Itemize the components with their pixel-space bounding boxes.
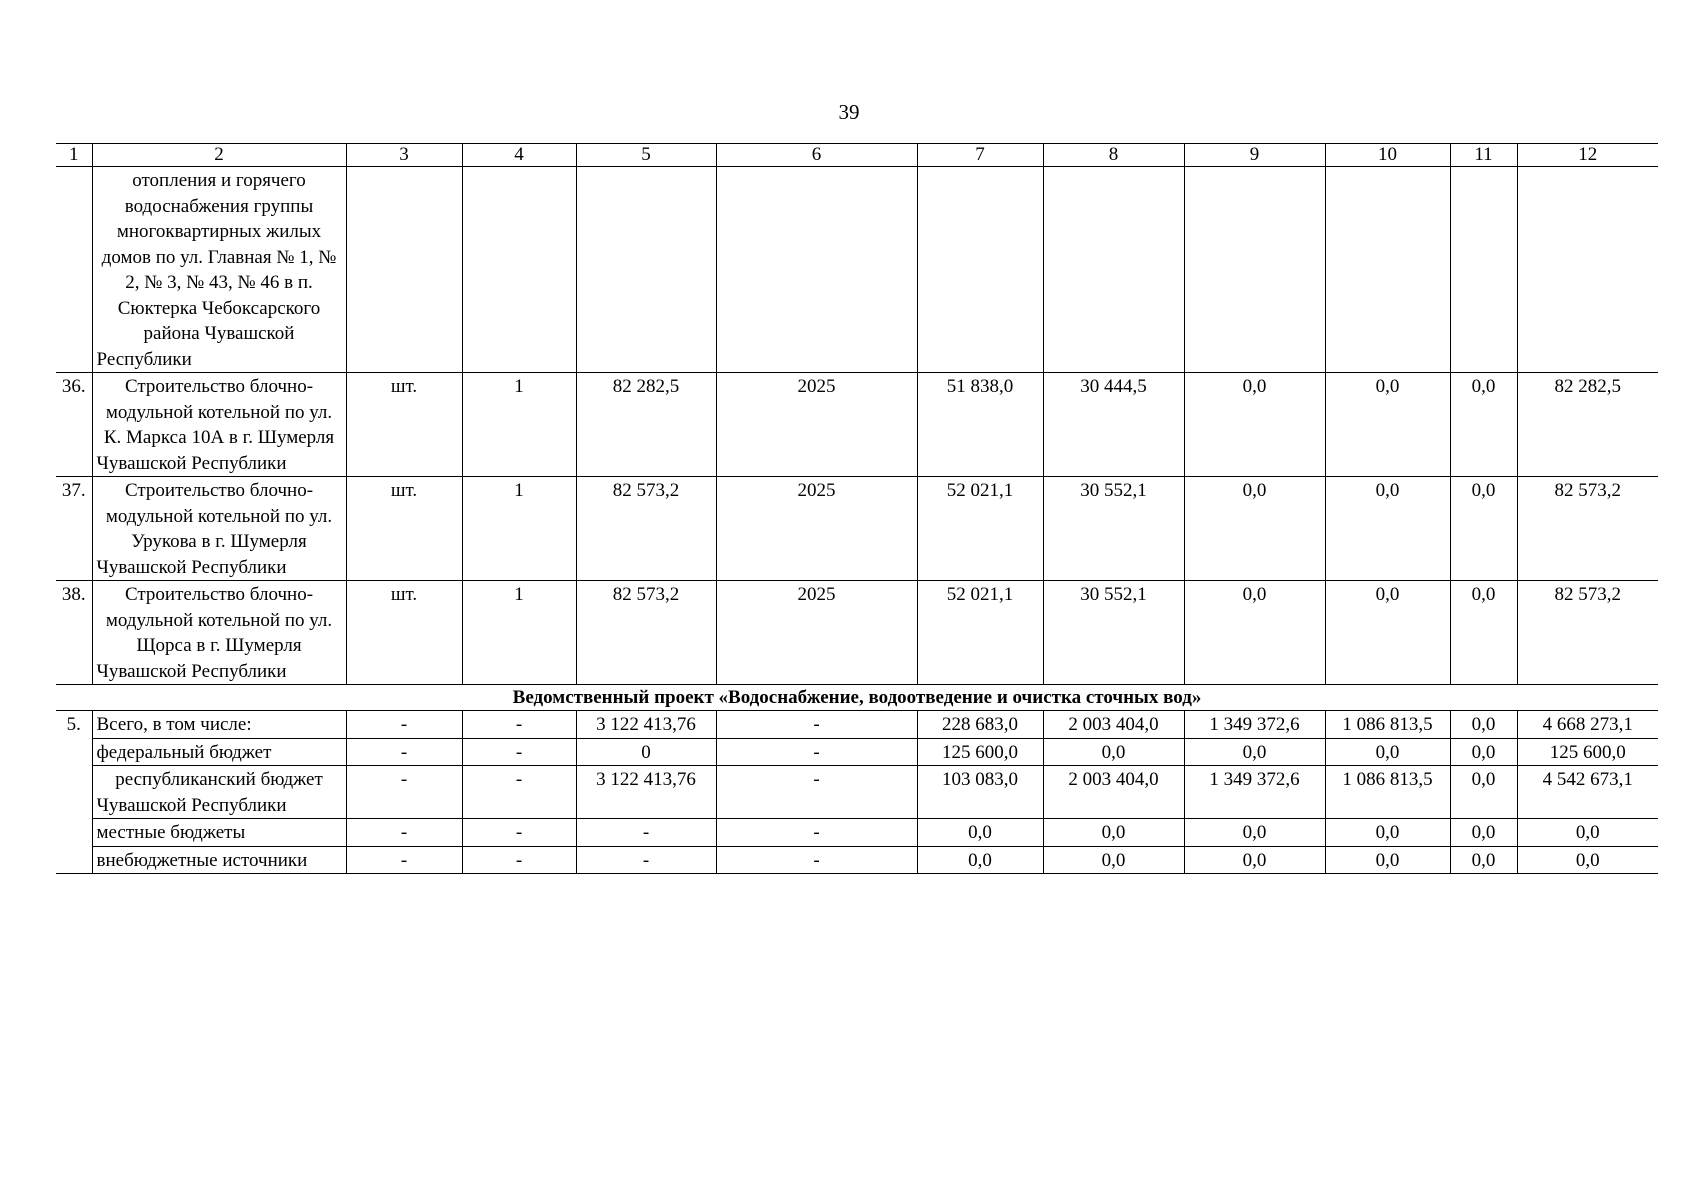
value-cell-10: 0,0 bbox=[1325, 581, 1450, 685]
value-cell-11: 0,0 bbox=[1450, 477, 1517, 581]
cost-cell: 82 573,2 bbox=[576, 477, 716, 581]
header-cell-3: 3 bbox=[346, 144, 462, 167]
cost-cell: 82 573,2 bbox=[576, 581, 716, 685]
value-cell-12: 82 573,2 bbox=[1517, 581, 1658, 685]
qty-cell: - bbox=[462, 738, 576, 766]
value-cell-9: 0,0 bbox=[1184, 819, 1325, 847]
value-cell-8: 30 552,1 bbox=[1043, 477, 1184, 581]
unit-cell: шт. bbox=[346, 477, 462, 581]
value-cell-9: 1 349 372,6 bbox=[1184, 766, 1325, 819]
year-cell: - bbox=[716, 738, 917, 766]
unit-cell: - bbox=[346, 819, 462, 847]
value-cell-11: 0,0 bbox=[1450, 846, 1517, 874]
unit-cell: - bbox=[346, 766, 462, 819]
value-cell-12: 82 573,2 bbox=[1517, 477, 1658, 581]
cost-cell: 0 bbox=[576, 738, 716, 766]
value-cell-7: 52 021,1 bbox=[917, 581, 1043, 685]
value-cell-12: 82 282,5 bbox=[1517, 373, 1658, 477]
value-cell-11: 0,0 bbox=[1450, 738, 1517, 766]
unit-cell: шт. bbox=[346, 581, 462, 685]
value-cell-10: 0,0 bbox=[1325, 477, 1450, 581]
unit-cell: шт. bbox=[346, 373, 462, 477]
table-row bbox=[56, 373, 1658, 477]
value-cell-11: 0,0 bbox=[1450, 766, 1517, 819]
header-cell-10: 10 bbox=[1325, 144, 1450, 167]
table-row bbox=[56, 581, 1658, 685]
value-cell-10: 0,0 bbox=[1325, 738, 1450, 766]
value-cell-12: 4 542 673,1 bbox=[1517, 766, 1658, 819]
value-cell-8: 0,0 bbox=[1043, 846, 1184, 874]
qty-cell: 1 bbox=[462, 477, 576, 581]
qty-cell: - bbox=[462, 766, 576, 819]
value-cell-9: 1 349 372,6 bbox=[1184, 711, 1325, 739]
value-cell-8: 30 444,5 bbox=[1043, 373, 1184, 477]
cost-cell: 3 122 413,76 bbox=[576, 766, 716, 819]
value-cell-11: 0,0 bbox=[1450, 819, 1517, 847]
header-cell-12: 12 bbox=[1517, 144, 1658, 167]
table-row bbox=[56, 738, 1658, 766]
value-cell-10: 0,0 bbox=[1325, 846, 1450, 874]
project-name: Строительство блочно-модульной котельной по ул. Урукова в г. Шумерля Чувашской Республики bbox=[92, 477, 346, 581]
project-name: отопления и горячего водоснабжения группы многоквартирных жилых домов по ул. Главная № 1, № 2, № 3, № 43, № 46 в п. Сюктерка Чебоксарского района Чувашской Республики bbox=[92, 167, 346, 373]
value-cell-11: 0,0 bbox=[1450, 581, 1517, 685]
year-cell: - bbox=[716, 766, 917, 819]
section-title: Ведомственный проект «Водоснабжение, водоотведение и очистка сточных вод» bbox=[56, 685, 1658, 711]
qty-cell: - bbox=[462, 846, 576, 874]
value-cell-10: 1 086 813,5 bbox=[1325, 766, 1450, 819]
table-row bbox=[56, 167, 1658, 373]
row-number: 36. bbox=[56, 373, 92, 477]
value-cell-11: 0,0 bbox=[1450, 711, 1517, 739]
project-name: Строительство блочно-модульной котельной по ул. Щорса в г. Шумерля Чувашской Республики bbox=[92, 581, 346, 685]
unit-cell: - bbox=[346, 738, 462, 766]
project-name: Строительство блочно-модульной котельной по ул. К. Маркса 10А в г. Шумерля Чувашской Республики bbox=[92, 373, 346, 477]
value-cell-11: 0,0 bbox=[1450, 373, 1517, 477]
budget-name: внебюджетные источники bbox=[92, 846, 346, 874]
year-cell: 2025 bbox=[716, 581, 917, 685]
value-cell-8: 2 003 404,0 bbox=[1043, 766, 1184, 819]
value-cell-9: 0,0 bbox=[1184, 581, 1325, 685]
budget-table bbox=[56, 143, 1658, 874]
table-row bbox=[56, 477, 1658, 581]
table-row bbox=[56, 711, 1658, 739]
value-cell-7: 228 683,0 bbox=[917, 711, 1043, 739]
row-number bbox=[56, 167, 92, 373]
value-cell-10: 0,0 bbox=[1325, 373, 1450, 477]
header-cell-9: 9 bbox=[1184, 144, 1325, 167]
value-cell-12: 4 668 273,1 bbox=[1517, 711, 1658, 739]
cost-cell: - bbox=[576, 846, 716, 874]
qty-cell: - bbox=[462, 711, 576, 739]
year-cell: - bbox=[716, 819, 917, 847]
header-cell-6: 6 bbox=[716, 144, 917, 167]
value-cell-10: 1 086 813,5 bbox=[1325, 711, 1450, 739]
budget-name: местные бюджеты bbox=[92, 819, 346, 847]
table-row bbox=[56, 846, 1658, 874]
value-cell-7: 0,0 bbox=[917, 819, 1043, 847]
value-cell-10: 0,0 bbox=[1325, 819, 1450, 847]
value-cell-9: 0,0 bbox=[1184, 738, 1325, 766]
unit-cell: - bbox=[346, 711, 462, 739]
header-cell-8: 8 bbox=[1043, 144, 1184, 167]
value-cell-12: 0,0 bbox=[1517, 819, 1658, 847]
qty-cell: 1 bbox=[462, 373, 576, 477]
header-cell-7: 7 bbox=[917, 144, 1043, 167]
header-cell-2: 2 bbox=[92, 144, 346, 167]
unit-cell: - bbox=[346, 846, 462, 874]
page-number: 39 bbox=[838, 100, 860, 124]
row-number: 37. bbox=[56, 477, 92, 581]
value-cell-8: 0,0 bbox=[1043, 738, 1184, 766]
section-row bbox=[56, 685, 1658, 711]
header-cell-5: 5 bbox=[576, 144, 716, 167]
qty-cell: - bbox=[462, 819, 576, 847]
header-row bbox=[56, 144, 1658, 167]
value-cell-9: 0,0 bbox=[1184, 846, 1325, 874]
value-cell-8: 2 003 404,0 bbox=[1043, 711, 1184, 739]
header-cell-1: 1 bbox=[56, 144, 92, 167]
cost-cell: - bbox=[576, 819, 716, 847]
year-cell: 2025 bbox=[716, 373, 917, 477]
cost-cell: 82 282,5 bbox=[576, 373, 716, 477]
year-cell: - bbox=[716, 711, 917, 739]
value-cell-9: 0,0 bbox=[1184, 373, 1325, 477]
cost-cell: 3 122 413,76 bbox=[576, 711, 716, 739]
value-cell-7: 52 021,1 bbox=[917, 477, 1043, 581]
budget-name: республиканский бюджет Чувашской Республики bbox=[92, 766, 346, 819]
value-cell-8: 0,0 bbox=[1043, 819, 1184, 847]
row-number: 38. bbox=[56, 581, 92, 685]
row-number: 5. bbox=[56, 711, 92, 874]
budget-name: Всего, в том числе: bbox=[92, 711, 346, 739]
value-cell-12: 0,0 bbox=[1517, 846, 1658, 874]
value-cell-8: 30 552,1 bbox=[1043, 581, 1184, 685]
year-cell: 2025 bbox=[716, 477, 917, 581]
table-row bbox=[56, 819, 1658, 847]
value-cell-7: 125 600,0 bbox=[917, 738, 1043, 766]
value-cell-12: 125 600,0 bbox=[1517, 738, 1658, 766]
value-cell-9: 0,0 bbox=[1184, 477, 1325, 581]
value-cell-7: 51 838,0 bbox=[917, 373, 1043, 477]
header-cell-4: 4 bbox=[462, 144, 576, 167]
year-cell: - bbox=[716, 846, 917, 874]
value-cell-7: 103 083,0 bbox=[917, 766, 1043, 819]
qty-cell: 1 bbox=[462, 581, 576, 685]
budget-name: федеральный бюджет bbox=[92, 738, 346, 766]
value-cell-7: 0,0 bbox=[917, 846, 1043, 874]
table-row bbox=[56, 766, 1658, 819]
header-cell-11: 11 bbox=[1450, 144, 1517, 167]
